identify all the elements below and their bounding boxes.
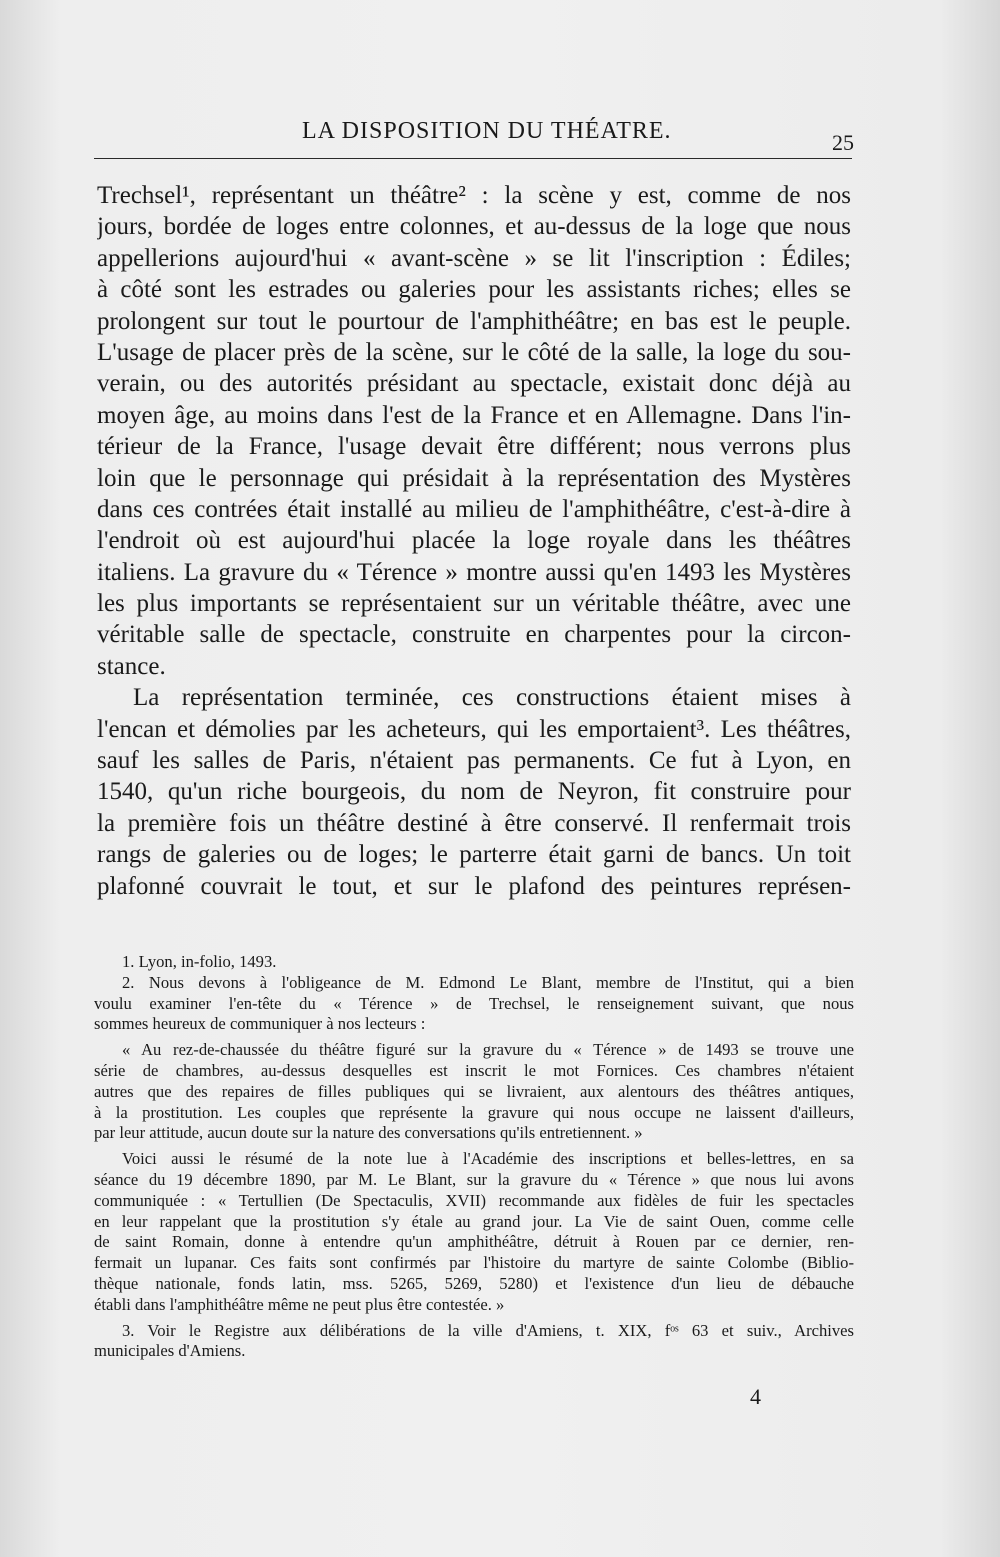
text-line: la première fois un théâtre destiné à être conservé. Il renfermait trois — [97, 809, 851, 837]
text-line: dans ces contrées était installé au milieu de l'amphithéâtre, c'est-à-dire à — [97, 495, 851, 523]
footnote-line: séance du 19 décembre 1890, par M. Le Blant, sur la gravure du « Térence » que nous lui avons — [94, 1169, 854, 1189]
footnote-line: série de chambres, au-dessus desquelles est inscrit le mot Fornices. Ces chambres n'étaient — [94, 1060, 854, 1080]
footnote-line: communiquée : « Tertullien (De Spectaculis, XVII) recommande aux fidèles de fuir les spectacles — [94, 1190, 854, 1210]
signature-mark: 4 — [750, 1384, 761, 1409]
footnote-line: 3. Voir le Registre aux délibérations de la ville d'Amiens, t. XIX, fᵒˢ 63 et suiv., Archives — [122, 1320, 854, 1340]
text-line: véritable salle de spectacle, construite en charpentes pour la circon- — [97, 621, 851, 649]
text-line: loin que le personnage qui présidait à la représentation des Mystères — [97, 464, 851, 492]
text-line: verain, ou des autorités présidant au spectacle, existait donc déjà au — [97, 370, 851, 398]
text-line: plafonné couvrait le tout, et sur le plafond des peintures représen- — [97, 872, 851, 900]
main-text — [97, 180, 851, 902]
text-line: Trechsel¹, représentant un théâtre² : la scène y est, comme de nos — [97, 182, 851, 209]
footnote-line: « Au rez-de-chaussée du théâtre figuré sur la gravure du « Térence » de 1493 se trouve une — [122, 1040, 854, 1060]
page-number: 25 — [832, 130, 854, 155]
text-line: L'usage de placer près de la scène, sur le côté de la salle, la loge du sou- — [97, 338, 851, 366]
text-line: stance. — [97, 652, 166, 680]
footnote-line: municipales d'Amiens. — [94, 1341, 246, 1361]
text-line: La représentation terminée, ces constructions étaient mises à — [133, 684, 851, 712]
running-title: LA DISPOSITION DU THÉATRE. — [302, 118, 672, 144]
text-line: moyen âge, au moins dans l'est de la France et en Allemagne. Dans l'in- — [97, 401, 851, 429]
footnote-line: établi dans l'amphithéâtre même ne peut plus être contestée. » — [94, 1294, 505, 1314]
header-rule — [94, 158, 852, 159]
footnote-line: fermait un lupanar. Ces faits sont confirmés par l'histoire du martyre de sainte Colombe (Biblio- — [94, 1253, 854, 1273]
text-line: jours, bordée de loges entre colonnes, et au-dessus de la loge que nous — [97, 213, 851, 241]
footnote-line: à la prostitution. Les couples que représente la gravure qui nous occupe ne laissent d'ailleurs, — [94, 1102, 854, 1122]
text-line: à côté sont les estrades ou galeries pour les assistants riches; elles se — [97, 276, 851, 304]
footnote-line: autres que des repaires de filles publiques qui se livraient, aux alentours des théâtres antiques, — [94, 1081, 854, 1101]
footnotes — [94, 952, 854, 1362]
text-line: les plus importants se représentaient sur un véritable théâtre, avec une — [97, 590, 851, 618]
footnote-line: 2. Nous devons à l'obligeance de M. Edmond Le Blant, membre de l'Institut, qui a bien — [122, 972, 854, 992]
footnote-line: thèque nationale, fonds latin, mss. 5265, 5269, 5280) et l'existence d'un lieu de débauche — [94, 1273, 854, 1293]
footnote-line: voulu examiner l'en-tête du « Térence » de Trechsel, le renseignement suivant, que nous — [94, 993, 854, 1013]
footnote-line: sommes heureux de communiquer à nos lecteurs : — [94, 1014, 426, 1034]
footnote-line: en leur rappelant que la prostitution s'y étale au grand jour. La Vie de saint Ouen, comme celle — [94, 1211, 854, 1231]
text-line: italiens. La gravure du « Térence » montre aussi qu'en 1493 les Mystères — [97, 558, 851, 586]
text-line: sauf les salles de Paris, n'étaient pas permanents. Ce fut à Lyon, en — [97, 747, 851, 775]
text-line: 1540, qu'un riche bourgeois, du nom de Neyron, fit construire pour — [97, 778, 851, 806]
page-header — [94, 118, 854, 156]
footnote-line: de saint Romain, donne à entendre qu'un amphithéâtre, détruit à Rouen par ce dernier, ren- — [94, 1232, 854, 1252]
text-line: térieur de la France, l'usage devait être différent; nous verrons plus — [97, 433, 851, 461]
text-line: l'endroit où est aujourd'hui placée la loge royale dans les théâtres — [97, 527, 851, 555]
text-line: rangs de galeries ou de loges; le parterre était garni de bancs. Un toit — [97, 841, 851, 869]
text-line: l'encan et démolies par les acheteurs, qui les emportaient³. Les théâtres, — [97, 715, 851, 743]
footnote-line: Voici aussi le résumé de la note lue à l'Académie des inscriptions et belles-lettres, en sa — [122, 1149, 854, 1169]
text-line: prolongent sur tout le pourtour de l'amphithéâtre; en bas est le peuple. — [97, 307, 851, 335]
footnote-line: par leur attitude, aucun doute sur la nature des conversations qu'ils entretiennent. » — [94, 1123, 643, 1143]
text-line: appellerions aujourd'hui « avant-scène » se lit l'inscription : Édiles; — [97, 244, 851, 272]
footnote-line: 1. Lyon, in-folio, 1493. — [122, 952, 277, 971]
